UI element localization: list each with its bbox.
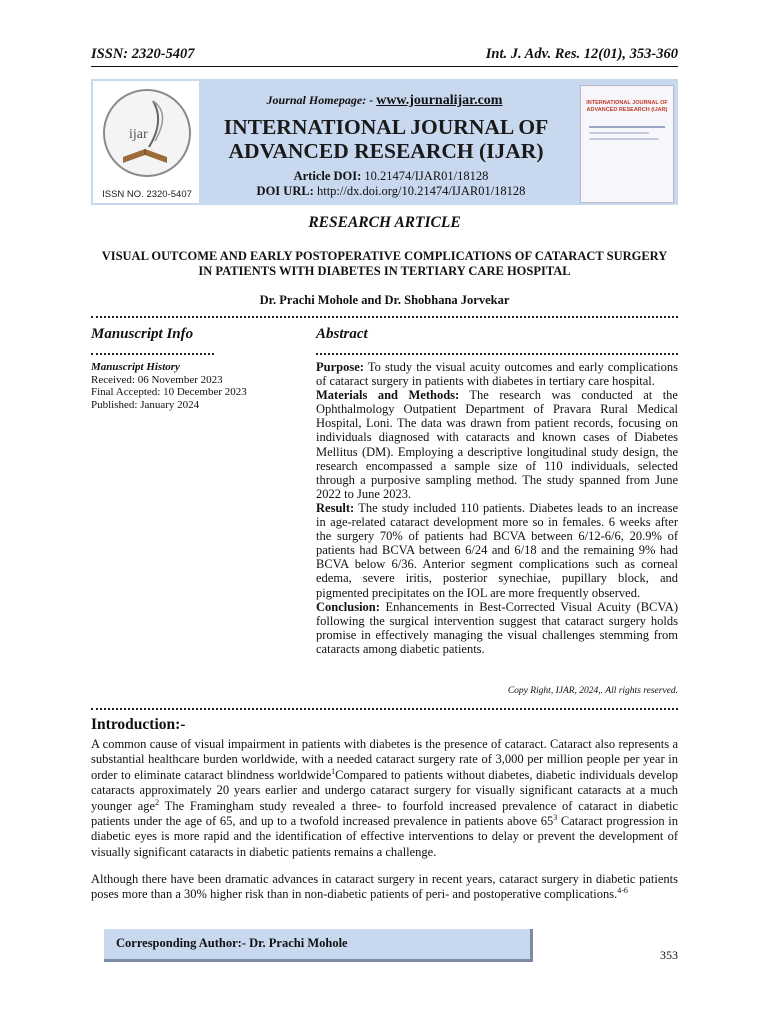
abstract-purpose: [316, 360, 678, 388]
intro-text: The Framingham study revealed a three- to fourfold increased prevalence of cataract in diabetic patients under the age of 65, and up to a twofold increased prevalence in patients above 65: [91, 798, 678, 829]
purpose-label: Purpose:: [316, 360, 364, 374]
journal-banner: [91, 79, 678, 205]
accepted-date: Final Accepted: 10 December 2023: [91, 386, 247, 399]
conclusion-text: Enhancements in Best-Corrected Visual Acuity (BCVA) following the surgical intervention suggest that cataract surgery holds promise in effectively managing the visual challenges stemming from cataracts among diabetic patients.: [316, 599, 678, 656]
corresponding-author: Corresponding Author:- Dr. Prachi Mohole: [116, 936, 348, 950]
history-label: Manuscript History: [91, 361, 180, 373]
published-date: Published: January 2024: [91, 398, 200, 411]
corresponding-author-box: [104, 929, 533, 962]
methods-text: The research was conducted at the Ophthalmology Outpatient Department of Pravara Rural Medical Hospital, Loni. The data was drawn from patient records, focusing on individuals diagnosed with cataracts and known cases of Diabetes Mellitus (DM). Employing a descriptive longitudinal study design, the research encompassed a sample size of 110 individuals, selected through a purposive sampling method. The study spanned from June 2022 to June 2023.: [316, 388, 678, 501]
doi-url-label: DOI URL:: [256, 184, 314, 198]
dotted-divider: [91, 353, 214, 355]
article-doi-value: 10.21474/IJAR01/18128: [364, 169, 489, 183]
abstract-conclusion: [316, 600, 678, 656]
citation-ref[interactable]: 1: [331, 766, 336, 776]
paper-title-line2: IN PATIENTS WITH DIABETES IN TERTIARY CARE HOSPITAL: [198, 264, 571, 278]
cover-rule: [589, 138, 659, 140]
issn-text: ISSN: 2320-5407: [91, 46, 195, 62]
manuscript-history: [91, 361, 247, 411]
abstract-methods: [316, 388, 678, 501]
doi-url: [211, 184, 571, 199]
intro-text: A common cause of visual impairment in patients with diabetes is the presence of cataract. Cataract also represents a substantial healthcare burden worldwide, with a needed cataract surgery rate of 3,000 per million people per year in order to eliminate cataract blindness worldwide: [91, 737, 678, 782]
manuscript-info-heading: Manuscript Info: [91, 326, 194, 342]
authors: Dr. Prachi Mohole and Dr. Shobhana Jorvekar: [259, 293, 510, 307]
doi-url-link[interactable]: http://dx.doi.org/10.21474/IJAR01/18128: [316, 184, 526, 198]
article-doi: [211, 169, 571, 184]
intro-text: Although there have been dramatic advances in cataract surgery in recent years, cataract surgery in diabetic patients poses more than a 30% higher risk than in non-diabetic patients of peri- and postoperative complications.: [91, 872, 678, 902]
homepage-label: Journal Homepage: -: [266, 93, 377, 107]
paper-title-line1: VISUAL OUTCOME AND EARLY POSTOPERATIVE COMPLICATIONS OF CATARACT SURGERY: [101, 249, 668, 263]
dotted-divider: [91, 316, 678, 318]
result-text: The study included 110 patients. Diabetes leads to an increase in age-related cataract development more so in females. 6 weeks after the surgery 70% of patients had BCVA between 6/12-6/6, 20.9% of patients had BCVA between 6/24 and 6/18 and the remaining 9% had BCVA below 6/36. Anterior segment complications such as corneal edema, severe iritis, posterior synechiae, pupillary block, and pigmented precipitates on the IOL are more frequently observed.: [316, 500, 678, 600]
logo-issn: ISSN NO. 2320-5407: [102, 189, 192, 200]
citation-ref[interactable]: 3: [553, 812, 558, 822]
intro-text: Cataract progression in diabetic eyes is more rapid and the identification of effective interventions to delay or prevent the development of visually significant cataracts in diabetic patients remains a challenge.: [91, 814, 678, 859]
page-number: 353: [660, 948, 678, 962]
citation-ref[interactable]: 4-6: [617, 886, 628, 896]
result-label: Result:: [316, 500, 355, 515]
conclusion-label: Conclusion:: [316, 599, 380, 614]
paper-title: [91, 249, 678, 279]
abstract-result: [316, 501, 678, 600]
abstract-body: [316, 360, 678, 656]
introduction-heading: Introduction:-: [91, 716, 186, 733]
journal-title: [201, 115, 571, 163]
cover-title: INTERNATIONAL JOURNAL OF ADVANCED RESEARCH (IJAR): [586, 100, 668, 113]
journal-title-line1: INTERNATIONAL JOURNAL OF: [223, 115, 549, 139]
dotted-divider: [91, 708, 678, 710]
intro-text: Compared to patients without diabetes, diabetic individuals develop cataracts approximately 20 years earlier and undergo cataract surgery for visually significant cataracts at a much younger age: [91, 767, 679, 813]
citation-ref[interactable]: 2: [155, 797, 160, 807]
introduction-paragraph-1: [91, 737, 678, 860]
received-date: Received: 06 November 2023: [91, 373, 223, 386]
cover-rule: [589, 126, 665, 128]
citation-text: Int. J. Adv. Res. 12(01), 353-360: [485, 46, 678, 62]
article-type: RESEARCH ARTICLE: [308, 214, 461, 231]
running-header: [91, 44, 678, 67]
journal-title-line2: ADVANCED RESEARCH (IJAR): [228, 139, 544, 163]
logo-text: ijar: [129, 127, 148, 142]
copyright-notice: Copy Right, IJAR, 2024,. All rights reserved.: [507, 686, 678, 696]
introduction-paragraph-2: [91, 872, 678, 903]
article-doi-label: Article DOI:: [293, 169, 362, 183]
abstract-heading: Abstract: [316, 326, 368, 342]
journal-cover-thumbnail: [580, 85, 674, 203]
dotted-divider: [316, 353, 678, 355]
cover-rule: [589, 132, 649, 134]
purpose-text: To study the visual acuity outcomes and early complications of cataract surgery in patients with diabetes in tertiary care hospital.: [316, 360, 678, 389]
homepage-link[interactable]: www.journalijar.com: [376, 93, 503, 108]
methods-label: Materials and Methods:: [316, 388, 460, 403]
